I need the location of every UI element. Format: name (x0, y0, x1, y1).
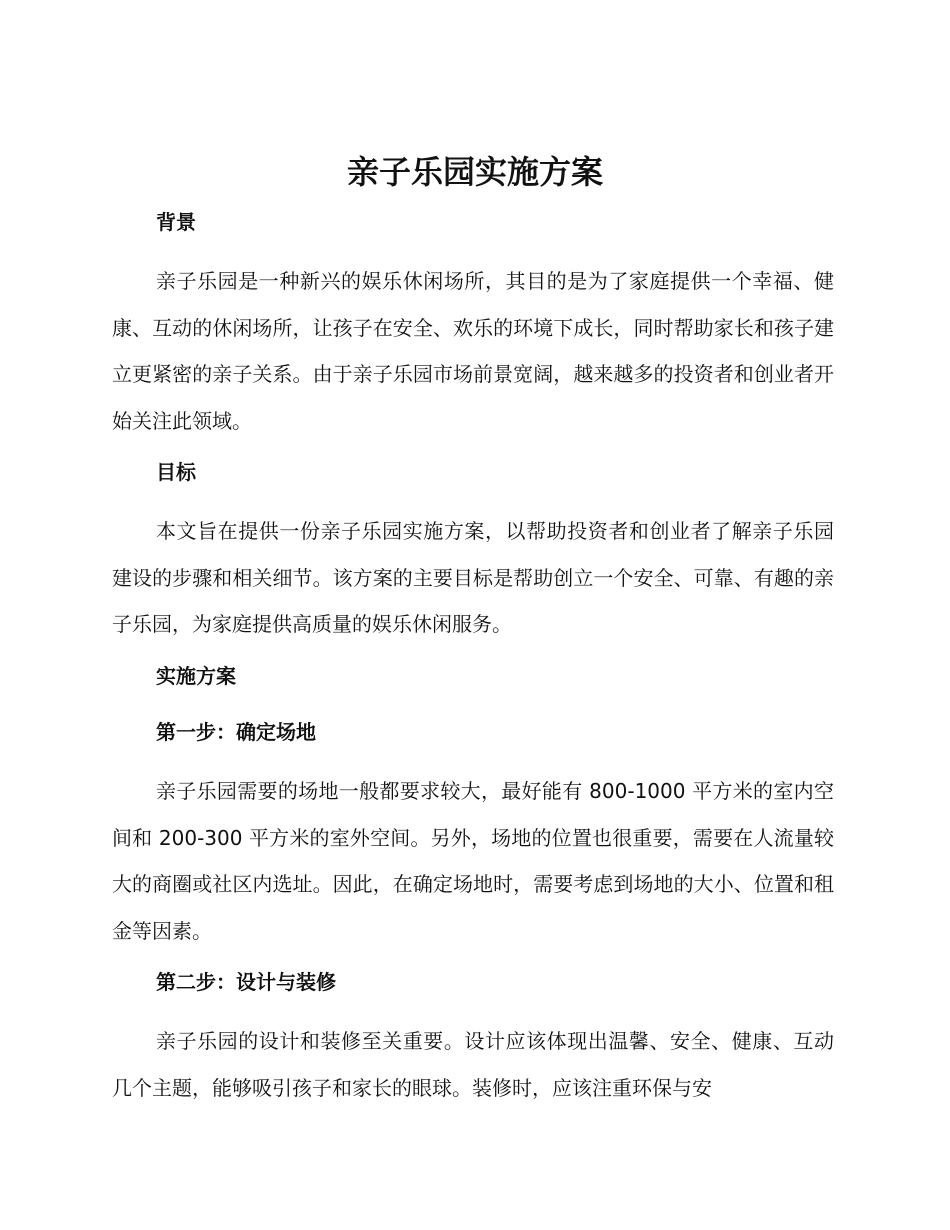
section-heading-goal: 目标 (156, 460, 196, 484)
section-heading-step1: 第一步：确定场地 (156, 720, 316, 744)
section-heading-step2: 第二步：设计与装修 (156, 970, 336, 994)
section-heading-background: 背景 (156, 210, 196, 234)
section-heading-plan: 实施方案 (156, 664, 236, 688)
document-title: 亲子乐园实施方案 (346, 153, 603, 191)
paragraph-step1: 亲子乐园需要的场地一般都要求较大，最好能有 800-1000 平方米的室内空间和 200-300 平方米的室外空间。另外，场地的位置也很重要，需要在人流量较大的商圈或社区内选址。因此，在确定场地时，需要考虑到场地的大小、位置和租金等因素。 (112, 779, 834, 943)
paragraph-step2: 亲子乐园的设计和装修至关重要。设计应该体现出温馨、安全、健康、互动几个主题，能够吸引孩子和家长的眼球。装修时，应该注重环保与安 (112, 1029, 834, 1100)
paragraph-background: 亲子乐园是一种新兴的娱乐休闲场所，其目的是为了家庭提供一个幸福、健康、互动的休闲场所，让孩子在安全、欢乐的环境下成长，同时帮助家长和孩子建立更紧密的亲子关系。由于亲子乐园市场前景宽阔，越来越多的投资者和创业者开始关注此领域。 (112, 269, 834, 433)
paragraph-goal: 本文旨在提供一份亲子乐园实施方案，以帮助投资者和创业者了解亲子乐园建设的步骤和相关细节。该方案的主要目标是帮助创立一个安全、可靠、有趣的亲子乐园，为家庭提供高质量的娱乐休闲服务。 (112, 519, 834, 636)
